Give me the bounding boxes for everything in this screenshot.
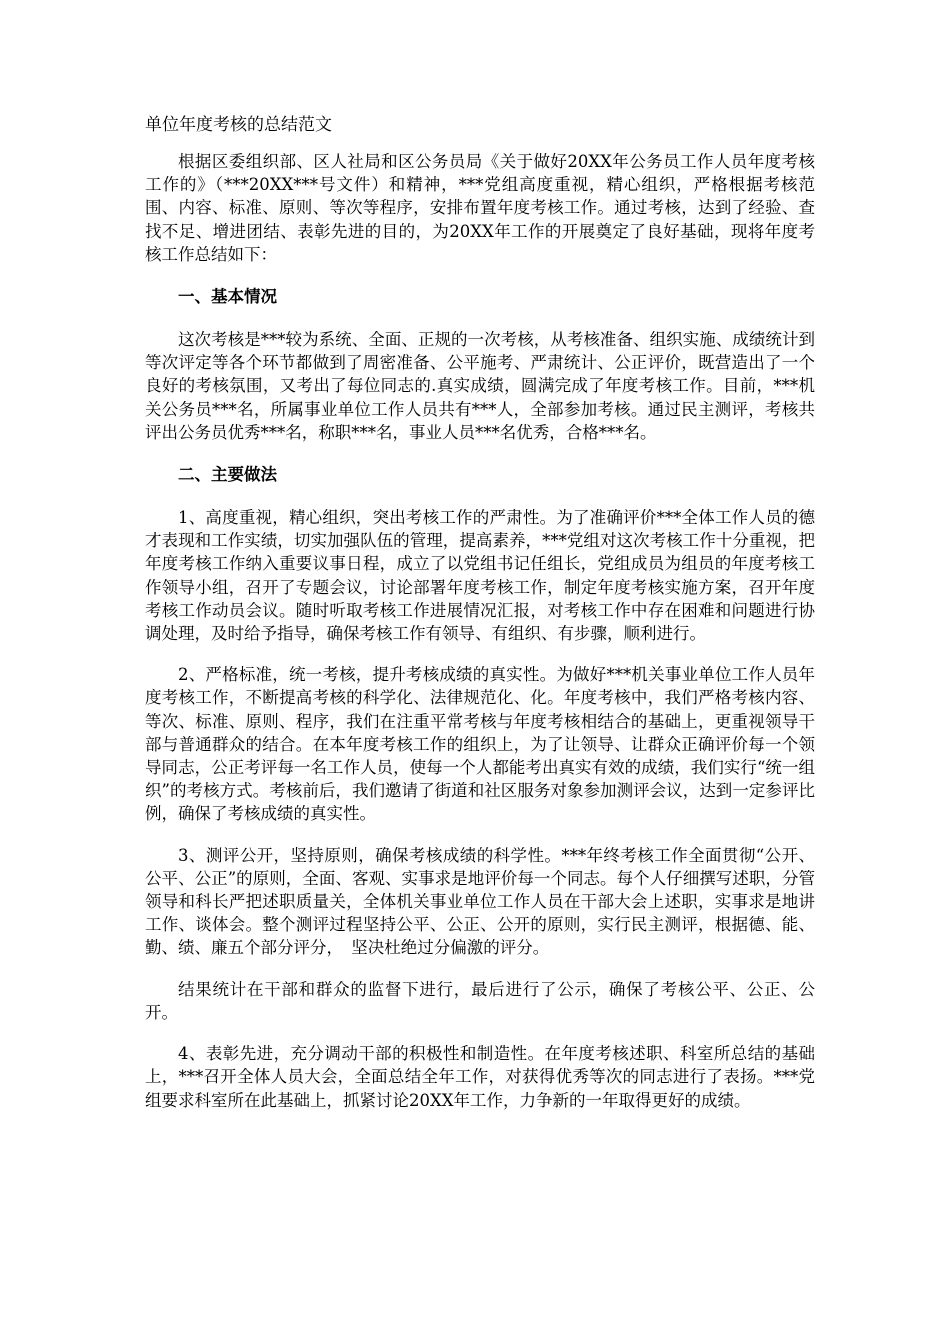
method-paragraph-1: 1、高度重视，精心组织，突出考核工作的严肃性。为了准确评价***全体工作人员的德才表现和工作实绩，切实加强队伍的管理，提高素养，***党组对这次考核工作十分重视，把年度考核工作纳入重要议事日程，成立了以党组书记任组长，党组成员为组员的年度考核工作领导小组，召开了专题会议，讨论部署年度考核工作，制定年度考核实施方案，召开年度考核工作动员会议。随时听取考核工作进展情况汇报，对考核工作中存在困难和问题进行协调处理，及时给予指导，确保考核工作有领导、有组织、有步骤，顺利进行。 xyxy=(145,508,815,644)
intro-paragraph: 根据区委组织部、区人社局和区公务员局《关于做好20XX年公务员工作人员年度考核工作的》（***20XX***号文件）和精神，***党组高度重视，精心组织，严格根据考核范围、内容、标准、原则、等次等程序，安排布置年度考核工作。通过考核，达到了经验、查找不足、增进团结、表彰先进的目的，为20XX年工作的开展奠定了良好基础，现将年度考核工作总结如下： xyxy=(145,152,815,264)
method-paragraph-3: 3、测评公开，坚持原则，确保考核成绩的科学性。***年终考核工作全面贯彻“公开、公平、公正”的原则，全面、客观、实事求是地评价每一个同志。每个人仔细撰写述职，分管领导和科长严把述职质量关，全体机关事业单位工作人员在干部大会上述职，实事求是地讲工作、谈体会。整个测评过程坚持公平、公正、公开的原则，实行民主测评，根据德、能、勤、绩、廉五个部分评分， 坚决杜绝过分偏激的评分。 xyxy=(145,845,815,958)
method-paragraph-4: 4、表彰先进，充分调动干部的积极性和制造性。在年度考核述职、科室所总结的基础上，***召开全体人员大会，全面总结全年工作，对获得优秀等次的同志进行了表扬。***党组要求科室所在此基础上，抓紧讨论20XX年工作，力争新的一年取得更好的成绩。 xyxy=(145,1044,815,1110)
section-heading-methods: 二、主要做法 xyxy=(178,465,277,485)
document-title: 单位年度考核的总结范文 xyxy=(145,115,332,135)
document-page xyxy=(145,112,815,1130)
basic-situation-paragraph: 这次考核是***较为系统、全面、正规的一次考核，从考核准备、组织实施、成绩统计到等次评定等各个环节都做到了周密准备、公平施考、严肃统计、公正评价，既营造出了一个良好的考核氛围，又考出了每位同志的.真实成绩，圆满完成了年度考核工作。目前，***机关公务员***名，所属事业单位工作人员共有***人，全部参加考核。通过民主测评，考核共评出公务员优秀***名，称职***名，事业人员***名优秀，合格***名。 xyxy=(145,330,815,442)
result-statistics-paragraph: 结果统计在干部和群众的监督下进行，最后进行了公示，确保了考核公平、公正、公开。 xyxy=(145,979,815,1022)
section-heading-basic: 一、基本情况 xyxy=(178,287,277,307)
method-paragraph-2: 2、严格标准，统一考核，提升考核成绩的真实性。为做好***机关事业单位工作人员年度考核工作，不断提高考核的科学化、法律规范化、化。年度考核中，我们严格考核内容、等次、标准、原则、程序，我们在注重平常考核与年度考核相结合的基础上，更重视领导干部与普通群众的结合。在本年度考核工作的组织上，为了让领导、让群众正确评价每一个领导同志，公正考评每一名工作人员，使每一个人都能考出真实有效的成绩，我们实行“统一组织”的考核方式。考核前后，我们邀请了街道和社区服务对象参加测评会议，达到一定参评比例，确保了考核成绩的真实性。 xyxy=(145,665,815,824)
